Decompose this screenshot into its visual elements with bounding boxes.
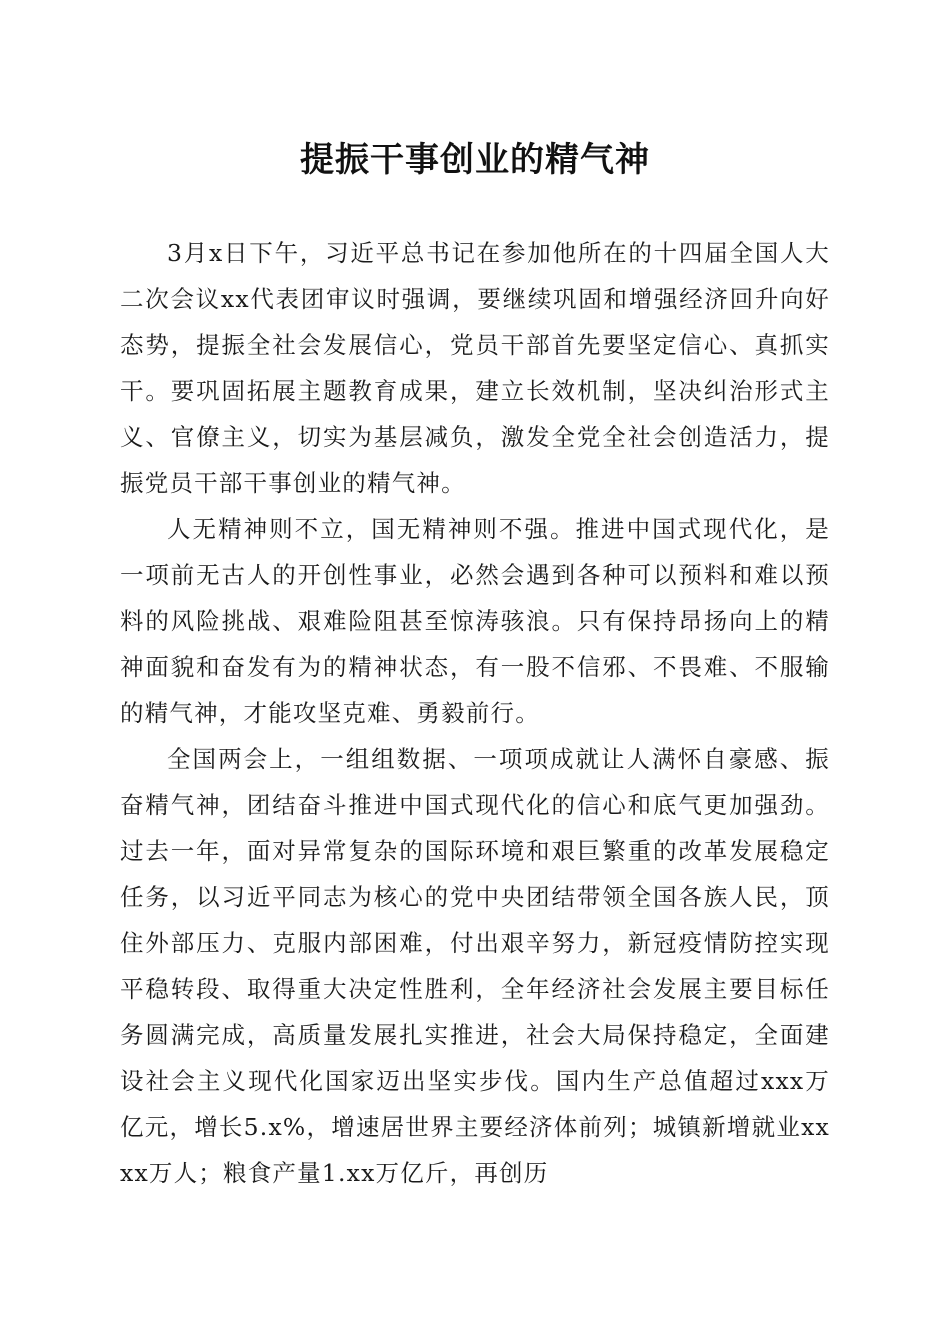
paragraph-3: 全国两会上，一组组数据、一项项成就让人满怀自豪感、振奋精气神，团结奋斗推进中国式现代化的信心和底气更加强劲。过去一年，面对异常复杂的国际环境和艰巨繁重的改革发展稳定任务，以习近平同志为核心的党中央团结带领全国各族人民，顶住外部压力、克服内部困难，付出艰辛努力，新冠疫情防控实现平稳转段、取得重大决定性胜利，全年经济社会发展主要目标任务圆满完成，高质量发展扎实推进，社会大局保持稳定，全面建设社会主义现代化国家迈出坚实步伐。国内生产总值超过xxx万亿元，增长5.x%，增速居世界主要经济体前列；城镇新增就业xxxx万人；粮食产量1.xx万亿斤，再创历 <box>120 745 830 1187</box>
document-title: 提振干事创业的精气神 <box>300 140 650 180</box>
paragraph-1: 3月x日下午，习近平总书记在参加他所在的十四届全国人大二次会议xx代表团审议时强调，要继续巩固和增强经济回升向好态势，提振全社会发展信心，党员干部首先要坚定信心、真抓实干。要巩固拓展主题教育成果，建立长效机制，坚决纠治形式主义、官僚主义，切实为基层减负，激发全党全社会创造活力，提振党员干部干事创业的精气神。 <box>120 239 830 497</box>
paragraph-2: 人无精神则不立，国无精神则不强。推进中国式现代化，是一项前无古人的开创性事业，必然会遇到各种可以预料和难以预料的风险挑战、艰难险阻甚至惊涛骇浪。只有保持昂扬向上的精神面貌和奋发有为的精神状态，有一股不信邪、不畏难、不服输的精气神，才能攻坚克难、勇毅前行。 <box>120 515 830 727</box>
document-body <box>120 230 830 1196</box>
